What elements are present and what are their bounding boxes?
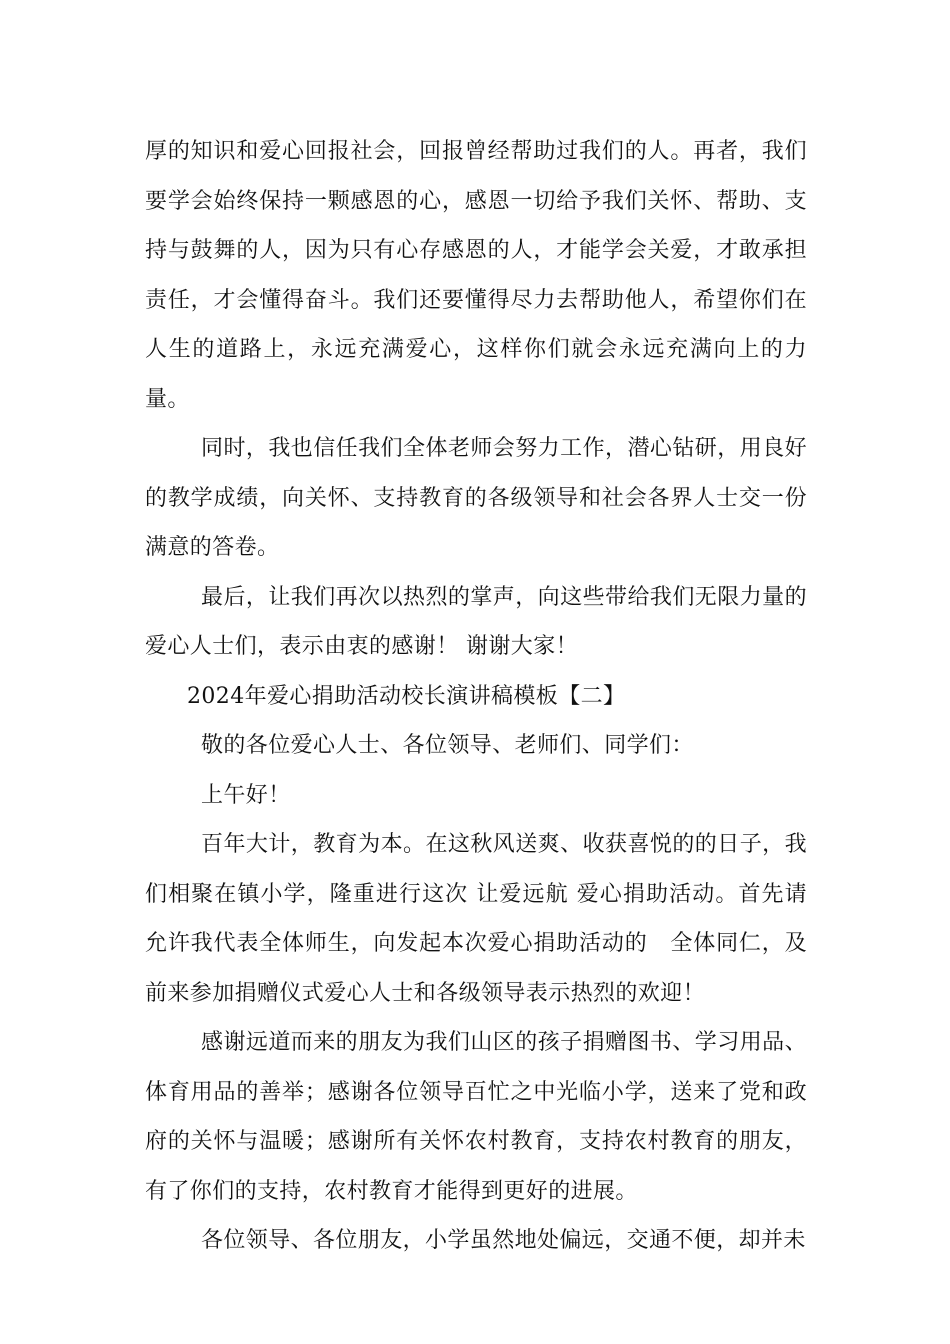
paragraph-5: 感谢远道而来的朋友为我们山区的孩子捐赠图书、学习用品、体育用品的善举；感谢各位领导百忙之中光临小学，送来了党和政府的关怀与温暖；感谢所有关怀农村教育，支持农村教育的朋友，有了你们的支持，农村教育才能得到更好的进展。 bbox=[145, 1030, 807, 1204]
paragraph-6: 各位领导、各位朋友，小学虽然地处偏远，交通不便，却并未 bbox=[201, 1228, 806, 1253]
section-title: 2024年爱心捐助活动校长演讲稿模板【二】 bbox=[187, 683, 626, 709]
paragraph-3: 最后，让我们再次以热烈的掌声，向这些带给我们无限力量的爱心人士们，表示由衷的感谢！ 谢谢大家！ bbox=[145, 584, 807, 659]
paragraph-2: 同时，我也信任我们全体老师会努力工作，潜心钻研，用良好的教学成绩，向关怀、支持教育的各级领导和社会各界人士交一份满意的答卷。 bbox=[145, 436, 807, 560]
paragraph-4: 百年大计，教育为本。在这秋风送爽、收获喜悦的的日子，我们相聚在镇小学，隆重进行这次 让爱远航 爱心捐助活动。首先请允许我代表全体师生，向发起本次爱心捐助活动的 全体同仁，及前来参加捐赠仪式爱心人士和各级领导表示热烈的欢迎！ bbox=[145, 832, 807, 1006]
salutation: 敬的各位爱心人士、各位领导、老师们、同学们： bbox=[201, 733, 694, 758]
document-body bbox=[145, 127, 807, 1266]
greeting: 上午好！ bbox=[201, 782, 291, 808]
paragraph-1: 厚的知识和爱心回报社会，回报曾经帮助过我们的人。再者，我们要学会始终保持一颗感恩的心，感恩一切给予我们关怀、帮助、支持与鼓舞的人，因为只有心存感恩的人，才能学会关爱，才敢承担责任，才会懂得奋斗。我们还要懂得尽力去帮助他人，希望你们在人生的道路上，永远充满爱心，这样你们就会永远充满向上的力量。 bbox=[145, 139, 807, 412]
